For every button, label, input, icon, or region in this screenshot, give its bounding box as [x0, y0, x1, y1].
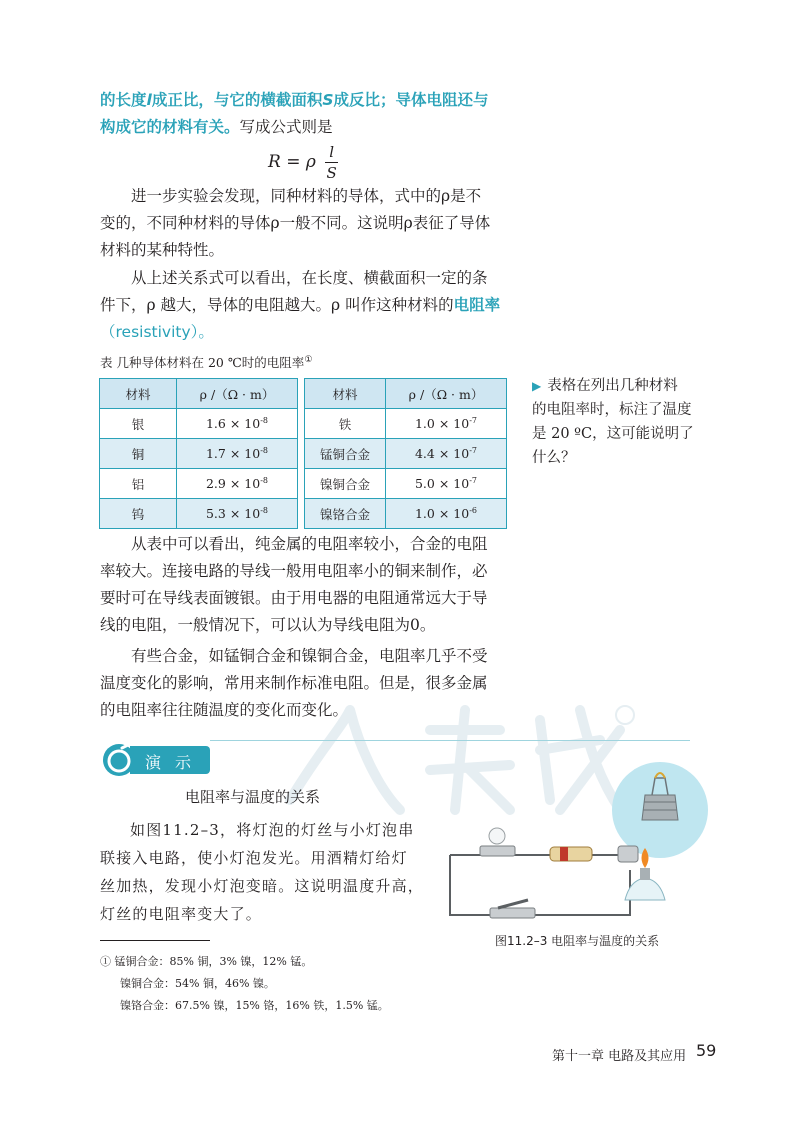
resistivity-table	[99, 378, 507, 529]
para3-line-3: 要时可在导线表面镀银。由于用电器的电阻通常远大于导	[100, 589, 488, 607]
para1-line-1: 进一步实验会发现，同种材料的导体，式中的ρ是不	[131, 187, 482, 205]
side-note: ▶ 表格在列出几种材料 的电阻率时，标注了温度 是 20 ºC，这可能说明了 什么？	[532, 378, 694, 466]
table-header-row	[100, 379, 507, 409]
table-row: 银 $1.6 \times 10^{-8}$ 铁 $1.0 \times 10^{-7}$	[100, 409, 507, 439]
socket-icon	[618, 846, 638, 862]
para3-line-1: 从表中可以看出，纯金属的电阻率较小，合金的电阻	[131, 535, 488, 553]
para2-line-2: 件下，ρ 越大，导体的电阻越大。ρ 叫作这种材料的电阻率	[100, 296, 501, 314]
small-bulb-icon	[480, 828, 515, 856]
table-caption: 表 几种导体材料在 20 ℃时的电阻率①	[100, 354, 313, 370]
intro-line-1: 的长度l成正比，与它的横截面积S成反比；导体电阻还与	[100, 91, 489, 109]
intro-line-2: 构成它的材料有关。写成公式则是	[100, 118, 333, 136]
header-material-1: 材料	[100, 379, 177, 409]
figure-caption: 图11.2–3 电阻率与温度的关系	[495, 934, 660, 948]
para1-line-2: 变的，不同种材料的导体ρ一般不同。这说明ρ表征了导体	[100, 214, 491, 232]
circuit-illustration	[440, 760, 710, 930]
para1-line-3: 材料的某种特性。	[100, 241, 225, 259]
para2-line-1: 从上述关系式可以看出，在长度、横截面积一定的条	[131, 269, 488, 287]
demo-line-4: 灯丝的电阻率变大了。	[100, 905, 263, 923]
header-rho-1: ρ /（Ω · m）	[177, 379, 298, 409]
para4-line-3: 的电阻率往往随温度的变化而变化。	[100, 701, 349, 719]
demo-line-2: 联接入电路，使小灯泡发光。用酒精灯给灯	[100, 849, 408, 867]
para2-line-3: （resistivity）。	[100, 323, 214, 341]
triangle-marker-icon: ▶	[532, 379, 542, 393]
footnote-line-2: 镍铜合金：54% 铜，46% 镍。	[120, 977, 275, 990]
page-number: 59	[696, 1041, 717, 1060]
footnote-divider	[100, 940, 210, 941]
flask-icon	[102, 740, 136, 780]
demo-title: 电阻率与温度的关系	[185, 788, 321, 806]
battery-icon	[550, 847, 592, 861]
chapter-title: 第十一章 电路及其应用	[552, 1049, 687, 1064]
para4-line-2: 温度变化的影响，常用来制作标准电阻。但是，很多金属	[100, 674, 488, 692]
header-rho-2: ρ /（Ω · m）	[386, 379, 507, 409]
table-row: 钨 $5.3 \times 10^{-8}$ 镍铬合金 $1.0 \times 10^{-6}$	[100, 499, 507, 529]
footnote-line-1: ① 锰铜合金：85% 铜，3% 镍，12% 锰。	[100, 955, 313, 968]
table-row: 铜 $1.7 \times 10^{-8}$ 锰铜合金 $4.4 \times 10^{-7}$	[100, 439, 507, 469]
demo-line-1: 如图11.2–3，将灯泡的灯丝与小灯泡串	[130, 821, 415, 839]
demo-line-3: 丝加热，发现小灯泡变暗。这说明温度升高，	[100, 877, 425, 895]
para4-line-1: 有些合金，如锰铜合金和镍铜合金，电阻率几乎不受	[131, 647, 488, 665]
header-material-2: 材料	[305, 379, 386, 409]
para3-line-2: 率较大。连接电路的导线一般用电阻率小的铜来制作，必	[100, 562, 488, 580]
footnote-line-3: 镍铬合金：67.5% 镍，15% 铬，16% 铁，1.5% 锰。	[120, 999, 389, 1012]
resistance-formula: R = ρ $\frac{l}{S}$	[268, 143, 337, 182]
demo-label: 演示	[145, 753, 206, 772]
demo-divider	[210, 740, 690, 741]
table-row: 铝 $2.9 \times 10^{-8}$ 镍铜合金 $5.0 \times 10^{-7}$	[100, 469, 507, 499]
switch-icon	[490, 900, 535, 918]
para3-line-4: 线的电阻，一般情况下，可以认为导线电阻为0。	[100, 616, 436, 634]
